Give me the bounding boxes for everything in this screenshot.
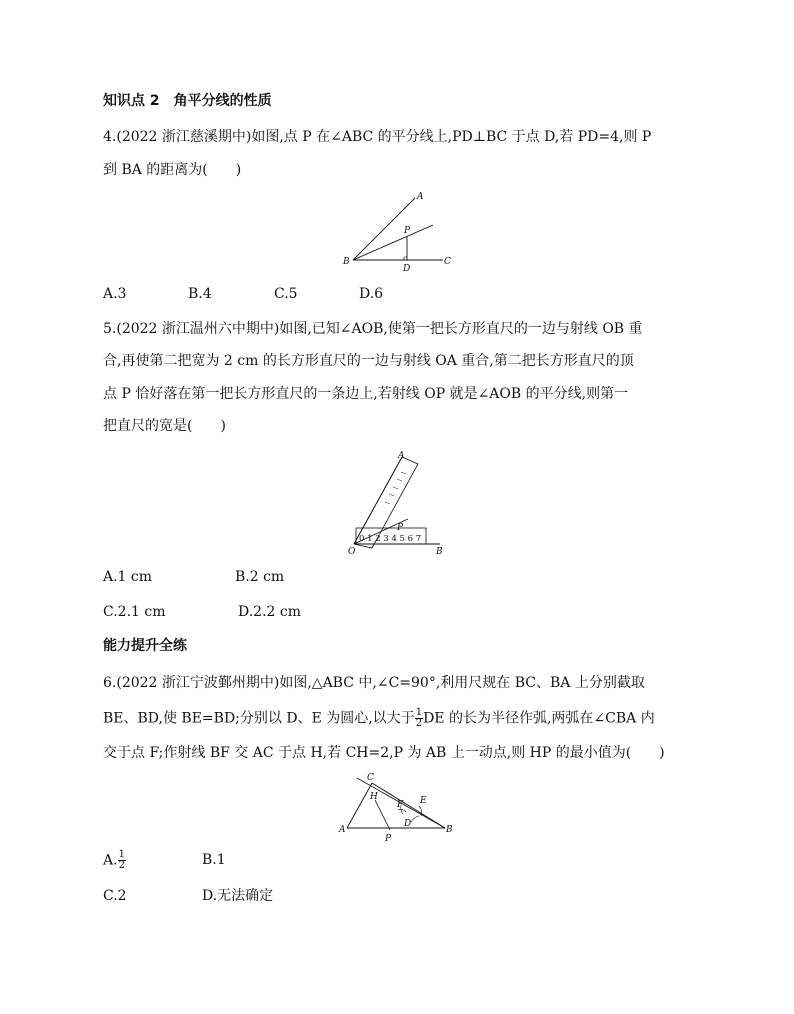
q6-side-ac <box>347 783 372 828</box>
q6-option-a-den: 2 <box>118 860 125 871</box>
q5-label-p: P <box>397 523 404 533</box>
q6-label-a: A <box>339 825 346 835</box>
q6-label-d: D <box>404 819 412 829</box>
q5-option-b: B.2 cm <box>235 569 285 585</box>
q6-option-b: B.1 <box>202 852 226 868</box>
q6-label-e: E <box>420 796 427 806</box>
q6-stem-line-3: 交于点 F;作射线 BF 交 AC 于点 H,若 CH=2,P 为 AB 上一动点,则 HP 的最小值为( ) <box>103 745 665 761</box>
q6-label-b: B <box>446 825 453 835</box>
q6-half-den: 2 <box>415 718 423 729</box>
q5-stem-line-3: 点 P 恰好落在第一把长方形直尺的一条边上,若射线 OP 就是∠AOB 的平分线,则第一 <box>103 386 629 402</box>
q4-option-a: A.3 <box>103 286 127 302</box>
q6-label-p: P <box>385 834 392 844</box>
q4-option-b: B.4 <box>188 286 212 302</box>
section-title-ability: 能力提升全练 <box>103 638 187 654</box>
q6-option-d: D.无法确定 <box>202 888 274 904</box>
q6-stem-line-2-b: DE 的长为半径作弧,两弧在∠CBA 内 <box>423 710 655 727</box>
q5-label-b: B <box>436 547 443 557</box>
q6-label-f: F <box>397 800 404 810</box>
q4-bisector <box>353 225 433 260</box>
q4-label-b: B <box>343 257 350 267</box>
q5-option-c: C.2.1 cm <box>103 604 166 620</box>
q6-half-num: 1 <box>415 707 423 718</box>
q5-ruler-ticks: 0 1 2 3 4 5 6 7 <box>359 534 422 544</box>
q4-label-a: A <box>417 192 424 202</box>
q4-figure <box>340 192 460 272</box>
q4-stem-line-2: 到 BA 的距离为( ) <box>103 162 242 178</box>
q6-option-a <box>103 850 126 871</box>
q6-arc-e <box>419 806 422 816</box>
q5-stem-line-2: 合,再使第二把宽为 2 cm 的长方形直尺的一边与射线 OA 重合,第二把长方形直尺的顶 <box>103 353 634 369</box>
q6-option-c: C.2 <box>103 888 127 904</box>
q5-stem-line-1: 5.(2022 浙江温州六中期中)如图,已知∠AOB,使第一把长方形直尺的一边与射线 OB 重 <box>103 321 643 337</box>
section-title-angle-bisector: 知识点 2 角平分线的性质 <box>103 93 272 109</box>
q6-label-c: C <box>367 773 374 783</box>
q6-stem-line-2-a: BE、BD,使 BE=BD;分别以 D、E 为圆心,以大于 <box>103 710 415 727</box>
q4-label-p: P <box>404 226 411 236</box>
q5-option-d: D.2.2 cm <box>238 604 302 620</box>
q4-option-d: D.6 <box>359 286 384 302</box>
q5-option-a: A.1 cm <box>103 569 153 585</box>
q6-stem-line-1: 6.(2022 浙江宁波鄞州期中)如图,△ABC 中,∠C=90°,利用尺规在 BC、BA 上分别截取 <box>103 675 645 691</box>
q4-right-angle-mark <box>404 257 407 260</box>
q4-stem-line-1: 4.(2022 浙江慈溪期中)如图,点 P 在∠ABC 的平分线上,PD⊥BC 于点 D,若 PD=4,则 P <box>103 129 652 145</box>
q6-option-a-fraction <box>118 850 126 871</box>
q6-option-a-prefix: A. <box>103 852 118 869</box>
q6-option-a-num: 1 <box>118 849 125 860</box>
q4-label-c: C <box>444 257 451 267</box>
q5-label-o: O <box>348 547 356 557</box>
q4-label-d: D <box>403 264 411 274</box>
q5-stem-line-4: 把直尺的宽是( ) <box>103 418 226 434</box>
q6-figure <box>335 770 465 845</box>
q4-option-c: C.5 <box>274 286 298 302</box>
q6-segment-hp <box>375 800 390 830</box>
q6-half-fraction <box>415 708 423 729</box>
q5-label-a: A <box>398 451 405 461</box>
q6-stem-line-2 <box>103 708 655 729</box>
q6-label-h: H <box>370 792 378 802</box>
q6-arc-d <box>411 816 419 822</box>
q5-figure <box>340 448 455 558</box>
